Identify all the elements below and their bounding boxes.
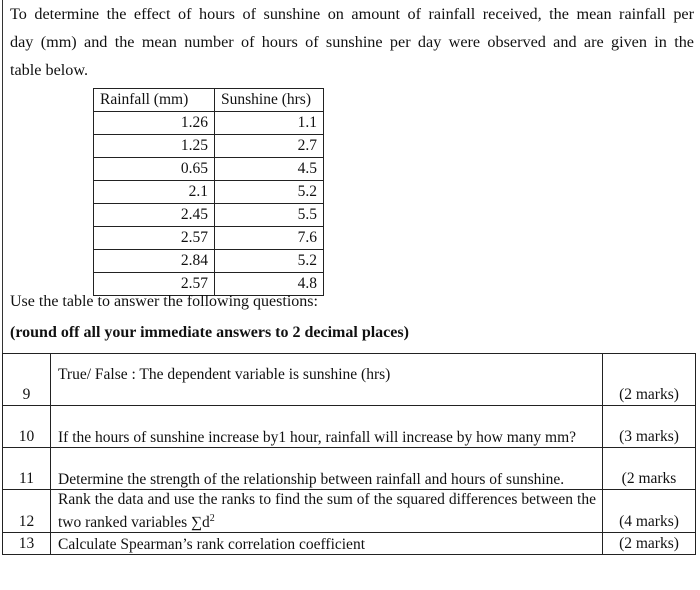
intro-line-3: table below.	[10, 61, 89, 79]
question-text-body: Rank the data and use the ranks to find the sum of the squared differences between the two ranked variables ∑d	[58, 491, 596, 532]
intro-line-1: To determine the effect of hours of sunshine on amount of rainfall received, the mean rainfall per	[10, 5, 694, 23]
question-row-10	[3, 406, 696, 448]
use-table-instruction: Use the table to answer the following questions:	[10, 293, 318, 310]
question-number: 13	[3, 533, 51, 555]
question-text: True/ False : The dependent variable is sunshine (hrs)	[51, 354, 603, 406]
question-text: Determine the strength of the relationship between rainfall and hours of sunshine.	[51, 448, 603, 490]
sunshine-cell: 5.2	[215, 181, 324, 204]
sunshine-cell: 2.7	[215, 135, 324, 158]
left-border	[2, 0, 3, 353]
data-table-header-row	[94, 89, 324, 112]
rainfall-cell: 2.84	[94, 250, 215, 273]
squared-superscript: 2	[209, 513, 215, 524]
table-row	[94, 112, 324, 135]
header-rainfall: Rainfall (mm)	[94, 89, 215, 112]
question-marks: (2 marks)	[603, 533, 696, 555]
question-text: If the hours of sunshine increase by1 hour, rainfall will increase by how many mm?	[51, 406, 603, 448]
sunshine-cell: 1.1	[215, 112, 324, 135]
sunshine-cell: 4.5	[215, 158, 324, 181]
sunshine-cell: 5.2	[215, 250, 324, 273]
rainfall-cell: 1.26	[94, 112, 215, 135]
table-row	[94, 227, 324, 250]
rainfall-cell: 1.25	[94, 135, 215, 158]
intro-paragraph	[10, 0, 694, 84]
question-marks: (3 marks)	[603, 406, 696, 448]
sunshine-cell: 4.8	[215, 273, 324, 296]
question-text: Calculate Spearman’s rank correlation coefficient	[51, 533, 603, 555]
question-number: 10	[3, 406, 51, 448]
question-number: 11	[3, 448, 51, 490]
questions-table	[2, 353, 696, 555]
question-number: 12	[3, 490, 51, 533]
rainfall-cell: 2.45	[94, 204, 215, 227]
sunshine-cell: 5.5	[215, 204, 324, 227]
question-number: 9	[3, 354, 51, 406]
table-row	[94, 204, 324, 227]
data-table	[93, 88, 324, 296]
question-row-12	[3, 490, 696, 533]
intro-line-2: day (mm) and the mean number of hours of sunshine per day were observed and are given in the	[10, 33, 694, 51]
question-row-13	[3, 533, 696, 555]
rainfall-cell: 2.1	[94, 181, 215, 204]
rainfall-cell: 2.57	[94, 227, 215, 250]
question-marks: (2 marks)	[603, 354, 696, 406]
table-row	[94, 158, 324, 181]
question-marks: (2 marks	[603, 448, 696, 490]
rounding-instruction: (round off all your immediate answers to 2 decimal places)	[10, 324, 409, 341]
question-text	[51, 490, 603, 533]
question-marks: (4 marks)	[603, 490, 696, 533]
table-row	[94, 181, 324, 204]
sunshine-cell: 7.6	[215, 227, 324, 250]
table-row	[94, 250, 324, 273]
table-row	[94, 135, 324, 158]
question-row-11	[3, 448, 696, 490]
header-sunshine: Sunshine (hrs)	[215, 89, 324, 112]
question-row-9	[3, 354, 696, 406]
rainfall-cell: 0.65	[94, 158, 215, 181]
rainfall-cell: 2.57	[94, 273, 215, 296]
